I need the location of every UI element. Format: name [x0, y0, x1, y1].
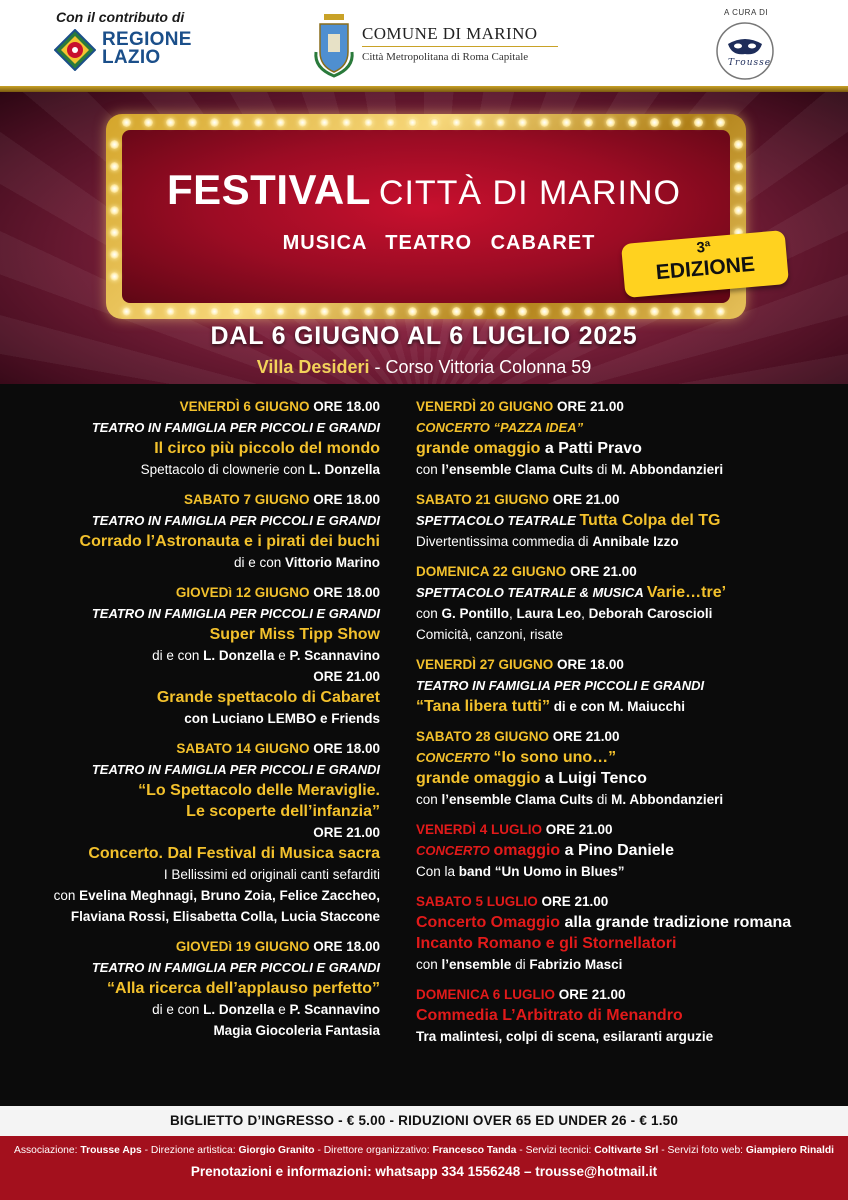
program-event [416, 561, 836, 645]
event-line [416, 984, 836, 1005]
event-text: ORE 18.00 [313, 939, 380, 954]
marquee-bulb [408, 118, 417, 127]
edition-label: EDIZIONE [654, 252, 756, 285]
marquee-bulb [254, 307, 263, 316]
event-line [20, 510, 380, 531]
marquee-bulb [540, 118, 549, 127]
event-line [416, 747, 836, 768]
event-text: L. Donzella [203, 1002, 275, 1017]
event-text: Super Miss Tipp Show [209, 626, 380, 643]
event-text: ORE 18.00 [313, 399, 380, 414]
event-text: con [416, 957, 442, 972]
marquee-bulb [166, 307, 175, 316]
event-text: Annibale Izzo [592, 534, 679, 549]
marquee-bulb [342, 307, 351, 316]
marquee-bulb [672, 118, 681, 127]
comune-di-marino-logo [310, 12, 560, 80]
event-text: band “Un Uomo in Blues” [458, 864, 625, 879]
event-text: , [509, 606, 517, 621]
event-text: P. Scannavino [289, 1002, 380, 1017]
event-line [416, 933, 836, 954]
marquee-bulb [474, 118, 483, 127]
event-line [416, 531, 836, 552]
event-line [416, 696, 836, 717]
program-event [20, 489, 380, 573]
event-text: L. Donzella [308, 462, 380, 477]
credit-text: Associazione: [13, 1145, 81, 1156]
trousse-name: Trousse [728, 58, 772, 68]
event-line [20, 822, 380, 843]
event-line [20, 708, 380, 729]
trousse-logo [710, 8, 780, 82]
event-line [416, 438, 836, 459]
lazio-caption: Con il contributo di [56, 9, 185, 25]
event-text: Con la [416, 864, 459, 879]
marquee-bulb [672, 307, 681, 316]
program-event [416, 984, 836, 1047]
credit-text: Coltivarte Srl [594, 1145, 659, 1156]
event-text: P. Scannavino [289, 648, 380, 663]
event-text: , [581, 606, 589, 621]
lazio-emblem-icon [54, 29, 96, 71]
credit-text: Trousse Aps [80, 1145, 142, 1156]
event-text: GIOVEDì 19 GIUGNO [175, 939, 314, 954]
marquee-bulb [650, 307, 659, 316]
event-line [20, 459, 380, 480]
event-text: e [274, 1002, 290, 1017]
trousse-mask-icon [714, 20, 776, 82]
marquee-bulb [276, 118, 285, 127]
credit-text: Giampiero Rinaldi [745, 1145, 835, 1156]
marquee-bulb [232, 118, 241, 127]
marquee-bulb [320, 307, 329, 316]
event-text: TEATRO IN FAMIGLIA PER PICCOLI E GRANDI [91, 762, 380, 777]
program-event [416, 654, 836, 717]
regione-lazio-logo [52, 9, 222, 79]
marquee-bulb [716, 118, 725, 127]
event-text: SABATO 5 LUGLIO [416, 894, 542, 909]
header-logos [0, 0, 848, 86]
event-line [20, 738, 380, 759]
event-text: SABATO 21 GIUGNO [416, 492, 553, 507]
event-text: di [593, 792, 612, 807]
marquee-bulb [210, 118, 219, 127]
event-text: con [416, 606, 442, 621]
marquee-bulb [342, 118, 351, 127]
event-text: ORE 18.00 [313, 741, 380, 756]
marquee-bulb [496, 307, 505, 316]
program-event [416, 396, 836, 480]
event-line [20, 1020, 380, 1041]
marquee-bulb [518, 118, 527, 127]
event-line [20, 687, 380, 708]
event-text: “Lo Spettacolo delle Meraviglie. [138, 782, 380, 799]
event-text: Grande spettacolo di Cabaret [156, 689, 380, 706]
event-text: SPETTACOLO TEATRALE & MUSICA [416, 585, 647, 600]
event-text: di e con [233, 555, 285, 570]
event-line [20, 885, 380, 906]
program-event [20, 582, 380, 729]
event-line [20, 624, 380, 645]
credit-text: - Direzione artistica: [141, 1145, 239, 1156]
marquee-bulb [232, 307, 241, 316]
marquee-bulb [122, 307, 131, 316]
event-text: CONCERTO [416, 843, 494, 858]
event-text: grande tradizione romana [595, 914, 792, 931]
marquee-bulb [110, 272, 119, 281]
event-text: Flaviana Rossi, Elisabetta Colla, Lucia Staccone [70, 909, 380, 924]
program-event [20, 396, 380, 480]
event-line [416, 675, 836, 696]
marquee-bulb [716, 307, 725, 316]
event-text: l’ensemble [441, 957, 512, 972]
event-line [20, 531, 380, 552]
marquee-bulb [210, 307, 219, 316]
program-event [416, 726, 836, 810]
marquee-bulb [628, 118, 637, 127]
event-text: Commedia L’Arbitrato di Menandro [416, 1007, 683, 1024]
marquee-bulb [408, 307, 417, 316]
marquee-bulb [430, 118, 439, 127]
event-line [20, 489, 380, 510]
event-line [20, 957, 380, 978]
event-text: Luigi Tenco [558, 770, 647, 787]
event-text: alla [560, 914, 596, 931]
event-text: I Bellissimi ed originali canti sefarditi [163, 867, 380, 882]
marquee-bulb [166, 118, 175, 127]
lazio-name [102, 31, 192, 67]
event-line [416, 726, 836, 747]
event-text: Magia Giocoleria Fantasia [213, 1023, 380, 1038]
event-text: DOMENICA 22 GIUGNO [416, 564, 571, 579]
event-text: TEATRO IN FAMIGLIA PER PICCOLI E GRANDI [91, 513, 380, 528]
event-text: Concerto. Dal Festival di Musica sacra [88, 845, 380, 862]
festival-title [0, 166, 848, 214]
event-text: omaggio [493, 842, 561, 859]
marquee-bulb [518, 307, 527, 316]
event-line [416, 459, 836, 480]
credit-text: - Direttore organizzativo: [314, 1145, 433, 1156]
marquee-bulb [298, 307, 307, 316]
credit-text: - Servizi tecnici: [516, 1145, 595, 1156]
event-line [20, 582, 380, 603]
festival-dates: DAL 6 GIUGNO AL 6 LUGLIO 2025 [210, 322, 638, 350]
marquee-bulb [562, 307, 571, 316]
event-text: M. Maiucchi [608, 699, 685, 714]
event-text: Deborah Caroscioli [588, 606, 713, 621]
festival-venue [0, 357, 848, 378]
ticket-prices: BIGLIETTO D’INGRESSO - € 5.00 - RIDUZIONI OVER 65 ED UNDER 26 - € 1.50 [0, 1106, 848, 1136]
comune-divider [362, 46, 558, 47]
event-text: TEATRO IN FAMIGLIA PER PICCOLI E GRANDI [91, 420, 380, 435]
event-text: Varie…tre’ [646, 584, 727, 601]
event-text: Tra malintesi, colpi di scena, esilaranti arguzie [416, 1029, 714, 1044]
event-text: di [593, 462, 612, 477]
event-text: SPETTACOLO TEATRALE [416, 513, 580, 528]
event-text: l’ensemble Clama Cults [441, 462, 594, 477]
event-text: VENERDÌ 20 GIUGNO [416, 399, 558, 414]
event-text: grande omaggio [416, 770, 541, 787]
credit-text: Giorgio Granito [238, 1145, 315, 1156]
event-line [416, 1026, 836, 1047]
event-text: di e con [549, 699, 609, 714]
event-text: Corrado l’Astronauta e i pirati dei buchi [79, 533, 380, 550]
event-text: SABATO 28 GIUGNO [416, 729, 553, 744]
event-text: ORE 21.00 [541, 894, 609, 909]
event-text: Il circo più piccolo del mondo [154, 440, 380, 457]
event-text: con [53, 888, 80, 903]
event-text: Le scoperte dell’infanzia” [186, 803, 380, 820]
event-text: con [416, 462, 442, 477]
event-text: DOMENICA 6 LUGLIO [416, 987, 559, 1002]
marquee-bulb [452, 118, 461, 127]
event-line [20, 978, 380, 999]
event-line [416, 417, 836, 438]
marquee-bulb [254, 118, 263, 127]
event-text: a [540, 770, 559, 787]
festival-title-bold: FESTIVAL [167, 166, 371, 213]
venue-address: Corso Vittoria Colonna 59 [385, 357, 592, 377]
program-event [20, 936, 380, 1041]
marquee-bulb [584, 307, 593, 316]
program-section [0, 384, 848, 1106]
event-text: Comicità, canzoni, risate [416, 627, 564, 642]
event-text: “Alla ricerca dell’applauso perfetto” [107, 980, 380, 997]
marquee-bulb [276, 307, 285, 316]
event-line [20, 906, 380, 927]
edition-number: 3ª [695, 238, 712, 257]
marquee-bulb [628, 307, 637, 316]
event-line [416, 561, 836, 582]
marquee-bulb [386, 118, 395, 127]
event-text: ORE 21.00 [313, 669, 380, 684]
event-text: VENERDÌ 6 GIUGNO [179, 399, 314, 414]
event-text: Laura Leo [516, 606, 582, 621]
event-line [416, 624, 836, 645]
marquee-bulb [694, 118, 703, 127]
event-line [20, 936, 380, 957]
marquee-bulb [474, 307, 483, 316]
event-line [20, 645, 380, 666]
venue-separator: - [369, 357, 386, 377]
event-text: SABATO 7 GIUGNO [183, 492, 314, 507]
marquee-bulb [144, 307, 153, 316]
marquee-bulb [188, 307, 197, 316]
event-line [416, 840, 836, 861]
marquee-bulb [584, 118, 593, 127]
marquee-bulb [320, 118, 329, 127]
event-line [20, 864, 380, 885]
event-text: Pino Daniele [578, 842, 675, 859]
event-text: l’ensemble Clama Cults [441, 792, 594, 807]
event-line [416, 654, 836, 675]
marquee-bulb [430, 307, 439, 316]
event-line [20, 603, 380, 624]
lazio-name-line-1: REGIONE [102, 29, 192, 50]
program-column-left [20, 396, 380, 1050]
trousse-caption: A CURA DI [724, 8, 769, 17]
event-line [20, 396, 380, 417]
event-text: ORE 21.00 [558, 987, 626, 1002]
event-line [416, 768, 836, 789]
event-text: Concerto Omaggio [416, 914, 561, 931]
footer-credits [0, 1145, 848, 1156]
program-column-right [416, 396, 836, 1056]
event-text: Evelina Meghnagi, Bruno Zoia, Felice Zaccheo, [79, 888, 380, 903]
event-text: con Luciano LEMBO e Friends [184, 711, 380, 726]
event-line [416, 1005, 836, 1026]
event-text: TEATRO IN FAMIGLIA PER PICCOLI E GRANDI [91, 960, 380, 975]
event-line [416, 891, 836, 912]
event-text: Spettacolo di clownerie con [140, 462, 309, 477]
event-text: “Io sono uno…” [493, 749, 617, 766]
event-text: a [560, 842, 578, 859]
event-text: di e con [152, 1002, 204, 1017]
event-line [20, 780, 380, 801]
event-line [416, 912, 836, 933]
event-text: Tutta Colpa del TG [579, 512, 721, 529]
event-text: TEATRO IN FAMIGLIA PER PICCOLI E GRANDI [91, 606, 380, 621]
event-text: ORE 21.00 [552, 492, 620, 507]
event-text: grande omaggio [416, 440, 541, 457]
event-text: ORE 21.00 [570, 564, 637, 579]
event-text: e [274, 648, 290, 663]
event-text: CONCERTO [416, 750, 494, 765]
comune-name: COMUNE DI MARINO [362, 24, 538, 43]
program-event [20, 738, 380, 927]
lazio-name-line-2: LAZIO [102, 47, 161, 68]
marquee-bulb [540, 307, 549, 316]
event-text: Fabrizio Masci [529, 957, 623, 972]
event-text: L. Donzella [203, 648, 275, 663]
event-text: ORE 21.00 [557, 399, 624, 414]
event-text: M. Abbondanzieri [611, 792, 724, 807]
event-text: ORE 18.00 [313, 492, 380, 507]
event-text: VENERDÌ 27 GIUGNO [416, 657, 558, 672]
event-text: M. Abbondanzieri [611, 462, 724, 477]
event-text: ORE 21.00 [545, 822, 613, 837]
marquee-bulb [110, 140, 119, 149]
credit-text: - Servizi foto web: [658, 1145, 746, 1156]
festival-genres: MUSICA TEATRO CABARET [282, 232, 596, 254]
credit-text: Francesco Tanda [432, 1145, 517, 1156]
event-text: ORE 21.00 [313, 825, 380, 840]
festival-title-light: CITTÀ DI MARINO [378, 174, 681, 212]
event-text: VENERDÌ 4 LUGLIO [416, 822, 546, 837]
event-text: SABATO 14 GIUGNO [176, 741, 314, 756]
event-line [416, 789, 836, 810]
event-line [416, 489, 836, 510]
event-text: Patti Pravo [558, 440, 642, 457]
event-text: ORE 18.00 [313, 585, 380, 600]
event-text: Divertentissima commedia di [416, 534, 593, 549]
event-text: Incanto Romano e gli Stornellatori [416, 935, 677, 952]
event-line [20, 438, 380, 459]
marquee-bulb [122, 118, 131, 127]
event-line [20, 666, 380, 687]
marquee-bulb [562, 118, 571, 127]
event-text: ORE 21.00 [552, 729, 620, 744]
event-text: Vittorio Marino [284, 555, 380, 570]
comune-crest-icon [312, 12, 356, 78]
event-text: di [511, 957, 530, 972]
event-line [20, 417, 380, 438]
hero-top-band [0, 86, 848, 92]
event-line [416, 582, 836, 603]
event-text: a [540, 440, 559, 457]
event-text: con [416, 792, 442, 807]
program-event [416, 891, 836, 975]
event-line [416, 861, 836, 882]
marquee-bulb [364, 307, 373, 316]
event-text: ORE 18.00 [557, 657, 624, 672]
event-text: GIOVEDì 12 GIUGNO [175, 585, 314, 600]
event-text: “Tana libera tutti” [416, 698, 550, 715]
event-line [20, 801, 380, 822]
marquee-bulb [496, 118, 505, 127]
event-line [416, 396, 836, 417]
hero-banner [0, 86, 848, 384]
marquee-bulb [606, 307, 615, 316]
marquee-bulb [606, 118, 615, 127]
event-text: TEATRO IN FAMIGLIA PER PICCOLI E GRANDI [416, 678, 705, 693]
venue-name: Villa Desideri [256, 357, 370, 377]
event-line [20, 552, 380, 573]
marquee-bulb [364, 118, 373, 127]
marquee-bulb [452, 307, 461, 316]
marquee-bulb [298, 118, 307, 127]
event-line [416, 819, 836, 840]
marquee-bulb [650, 118, 659, 127]
footer [0, 1136, 848, 1200]
marquee-bulb [734, 140, 743, 149]
marquee-bulb [144, 118, 153, 127]
event-line [20, 759, 380, 780]
event-line [416, 510, 836, 531]
marquee-bulb [386, 307, 395, 316]
event-line [416, 603, 836, 624]
event-line [416, 954, 836, 975]
program-event [416, 819, 836, 882]
program-event [416, 489, 836, 552]
marquee-bulb [188, 118, 197, 127]
event-line [20, 843, 380, 864]
event-text: G. Pontillo [441, 606, 510, 621]
comune-subtitle: Città Metropolitana di Roma Capitale [362, 51, 529, 63]
footer-contacts: Prenotazioni e informazioni: whatsapp 334 1556248 – trousse@hotmail.it [190, 1164, 658, 1179]
event-text: di e con [152, 648, 204, 663]
event-line [20, 999, 380, 1020]
marquee-bulb [694, 307, 703, 316]
event-text: CONCERTO “PAZZA IDEA” [416, 420, 584, 435]
